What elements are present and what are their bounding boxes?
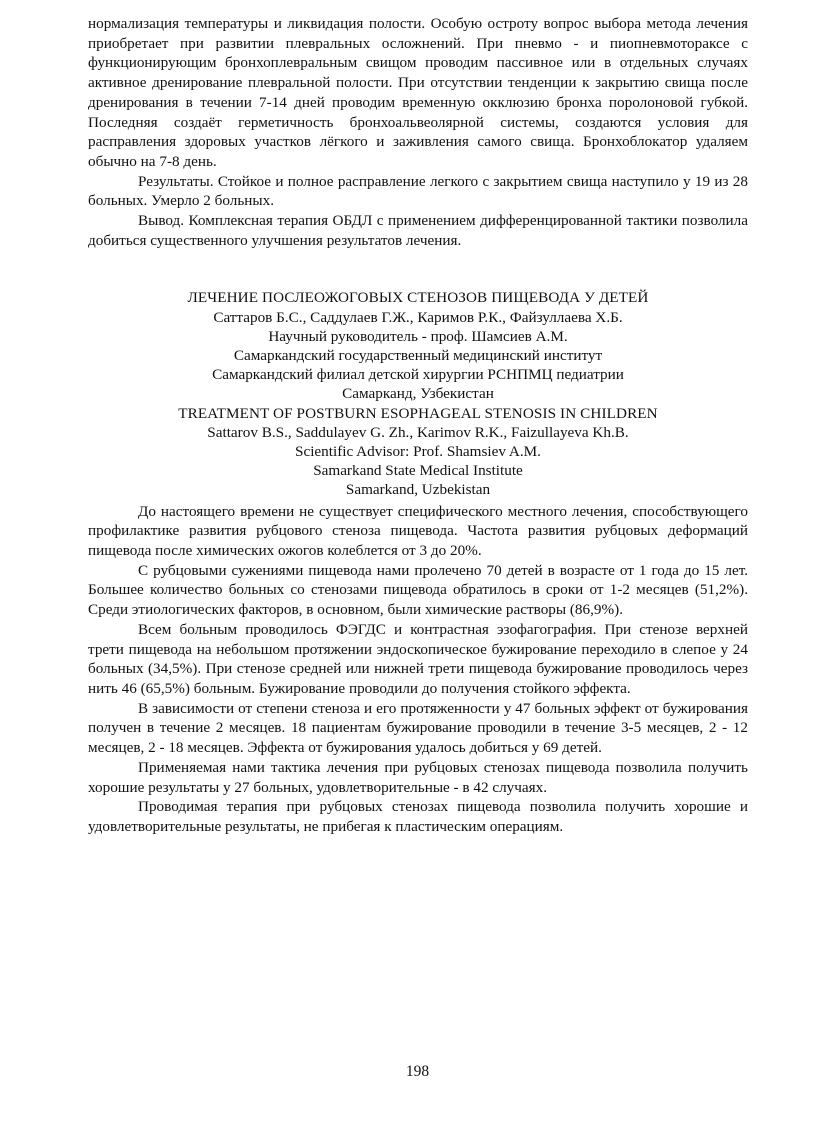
institute-ru: Самаркандский государственный медицинский институт: [233, 347, 603, 365]
advisor-en: Scientific Advisor: Prof. Shamsiev A.M.: [295, 443, 541, 461]
article-title-ru: ЛЕЧЕНИЕ ПОСЛЕОЖОГОВЫХ СТЕНОЗОВ ПИЩЕВОДА У ДЕТЕЙ: [187, 289, 649, 307]
body-paragraph-3: Всем больным проводилось ФЭГДС и контрастная эзофагография. При стенозе верхней трети пищевода на небольшом протяжении эндоскопическое бужирование переходило в слепое у 24 больных (34,5%). При стенозе средней или нижней трети пищевода бужирование проводилось через нить 46 (65,5%) больным. Бужирование проводили до получения стойкого эффекта.: [88, 620, 748, 697]
authors-en: Sattarov B.S., Saddulayev G. Zh., Karimov R.K., Faizullayeva Kh.B.: [207, 423, 629, 441]
page-number: 198: [405, 1063, 430, 1080]
intro-paragraph-continuation: нормализация температуры и ликвидация полости. Особую остроту вопрос выбора метода лечения приобретает при развитии плевральных осложнений. При пневмо - и пиопневмотораксе с функционирующим бронхоплевральным свищом проводим пассивное или в отдельных случаях активное дренирование плевральной полости. При отсутствии тенденции к закрытию свища после дренирования в течении 7-14 дней проводим временную окклюзию бронха поролоновой губкой. Последняя создаёт герметичность бронхоальвеолярной системы, создаются условия для расправления здоровых участков лёгкого и заживления самого свища. Бронхоблокатор удаляем обычно на 7-8 день.: [88, 15, 748, 170]
article-title-en: TREATMENT OF POSTBURN ESOPHAGEAL STENOSIS IN CHILDREN: [178, 404, 658, 422]
authors-ru: Саттаров Б.С., Саддулаев Г.Ж., Каримов Р.К., Файзуллаева Х.Б.: [213, 308, 623, 326]
location-en: Samarkand, Uzbekistan: [345, 481, 491, 499]
branch-ru: Самаркандский филиал детской хирургии РСНПМЦ педиатрии: [212, 366, 624, 384]
body-paragraph-2: С рубцовыми сужениями пищевода нами пролечено 70 детей в возрасте от 1 года до 15 лет. Большее количество больных со стенозами пищевода обратилось в сроки от 1-2 месяцев (51,2%). Среди этиологических факторов, в основном, были химические растворы (86,9%).: [88, 561, 748, 619]
body-paragraph-1: До настоящего времени не существует специфического местного лечения, способствующего профилактике развития рубцового стеноза пищевода. Частота развития рубцовых деформаций пищевода после химических ожогов колеблется от 3 до 20%.: [88, 502, 748, 560]
document-page: [88, 14, 748, 837]
body-paragraph-6: Проводимая терапия при рубцовых стенозах пищевода позволила получить хорошие и удовлетворительные результаты, не прибегая к пластическим операциям.: [88, 798, 748, 835]
body-paragraph-5: Применяемая нами тактика лечения при рубцовых стенозах пищевода позволила получить хорошие результаты у 27 больных, удовлетворительные - в 42 случаях.: [88, 758, 748, 796]
location-ru: Самарканд, Узбекистан: [342, 385, 494, 403]
body-paragraph-4: В зависимости от степени стеноза и его протяженности у 47 больных эффект от бужирования получен в течение 2 месяцев. 18 пациентам бужирование проводили в течение 3-5 месяцев, 2 - 12 месяцев, 2 - 18 месяцев. Эффекта от бужирования удалось добиться у 69 детей.: [88, 699, 748, 757]
article-header: [88, 288, 748, 499]
section-spacer: [88, 250, 748, 288]
advisor-ru: Научный руководитель - проф. Шамсиев А.М.: [268, 327, 568, 345]
institute-en: Samarkand State Medical Institute: [313, 462, 523, 480]
intro-paragraph-conclusion: Вывод. Комплексная терапия ОБДЛ с применением дифференцированной тактики позволила добиться существенного улучшения результатов лечения.: [88, 212, 748, 249]
intro-paragraph-results: Результаты. Стойкое и полное расправление легкого с закрытием свища наступило у 19 из 28 больных. Умерло 2 больных.: [88, 172, 748, 210]
